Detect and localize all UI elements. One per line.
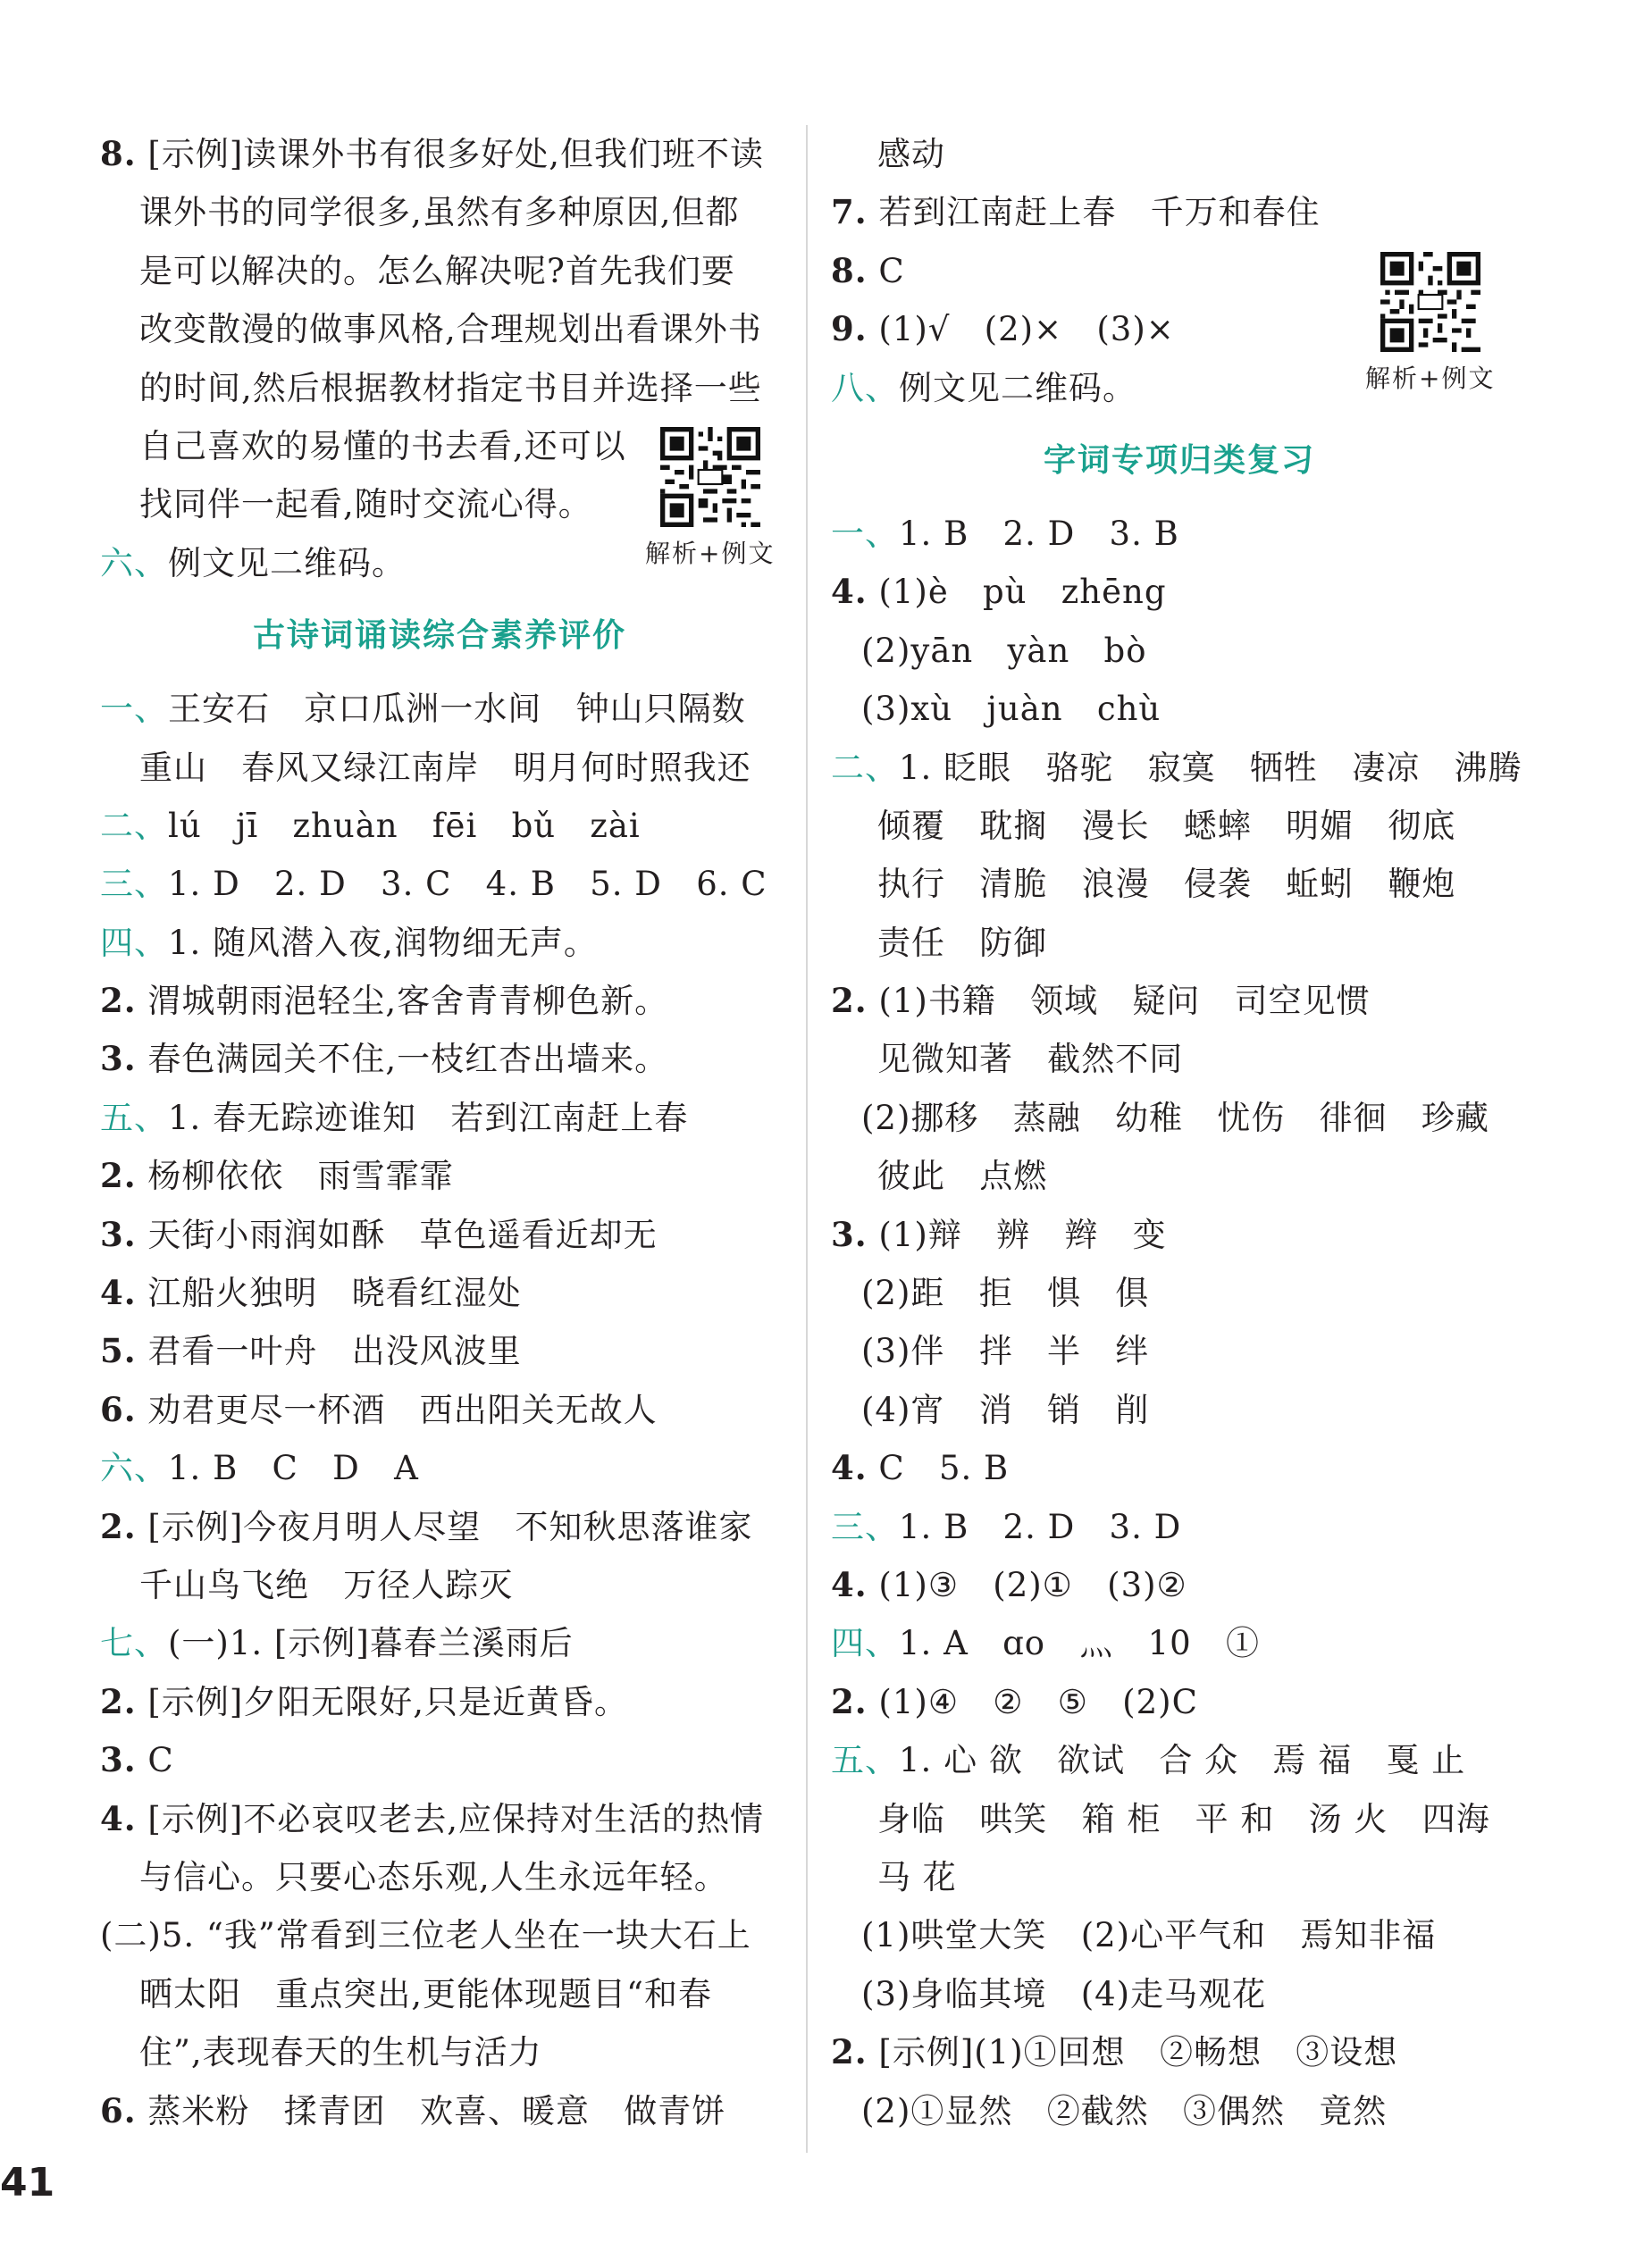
answer-text: 君看一叶舟 出没风波里 bbox=[136, 1332, 522, 1371]
answer-text: 1. 随风潜入夜,润物细无声。 bbox=[168, 923, 598, 962]
answer-text: 倾覆 耽搁 漫长 蟋蟀 明媚 彻底 bbox=[877, 806, 1456, 845]
answer-text: 改变散漫的做事风格,合理规划出看课外书 bbox=[139, 310, 762, 349]
right-column bbox=[831, 125, 1528, 2140]
question-number: 3. bbox=[100, 1740, 137, 1780]
answer-text: 重山 春风又绿江南岸 明月何时照我还 bbox=[139, 748, 751, 787]
answer-line bbox=[100, 1322, 779, 1380]
answer-text: 例文见二维码。 bbox=[899, 368, 1136, 407]
answer-line bbox=[831, 2023, 1528, 2081]
answer-text: 千山鸟飞绝 万径人踪灭 bbox=[139, 1565, 514, 1604]
answer-line bbox=[100, 1790, 779, 1848]
answer-text: (3)身临其境 (4)走马观花 bbox=[861, 1974, 1267, 2013]
answer-line bbox=[100, 1439, 779, 1497]
section-marker: 六、 bbox=[100, 1449, 168, 1488]
answer-text: [示例]不必哀叹老去,应保持对生活的热情 bbox=[136, 1799, 765, 1838]
answer-line bbox=[831, 972, 1528, 1030]
question-number: 8. bbox=[831, 250, 868, 290]
answer-text: (1)√ (2)× (3)× bbox=[867, 310, 1175, 349]
answer-text: 感动 bbox=[877, 135, 945, 173]
answer-line bbox=[831, 1381, 1528, 1439]
section-marker: 二、 bbox=[100, 806, 168, 845]
answer-text: 1. B 2. D 3. B bbox=[899, 514, 1179, 553]
answer-text: 1. 心 欲 欲试 合 众 焉 福 戛 止 bbox=[899, 1741, 1466, 1780]
question-number: 2. bbox=[831, 1681, 868, 1721]
section-title bbox=[100, 592, 779, 680]
answer-text: [示例]读课外书有很多好处,但我们班不读 bbox=[136, 135, 765, 173]
answer-line bbox=[831, 1439, 1528, 1497]
answer-text: (1)哄堂大笑 (2)心平气和 焉知非福 bbox=[861, 1916, 1437, 1955]
answer-text: 1. 春无踪迹谁知 若到江南赶上春 bbox=[168, 1098, 689, 1137]
answer-text: 1. B C D A bbox=[168, 1449, 419, 1488]
answer-text: 1. D 2. D 3. C 4. B 5. D 6. C bbox=[168, 865, 767, 904]
answer-text: 1. 眨眼 骆驼 寂寞 牺牲 凄凉 沸腾 bbox=[899, 748, 1522, 787]
answer-text: C 5. B bbox=[867, 1449, 1010, 1488]
answer-line bbox=[831, 1498, 1528, 1556]
answer-line bbox=[100, 1965, 779, 2023]
answer-line bbox=[831, 1965, 1528, 2023]
qr-code-icon bbox=[1377, 252, 1484, 352]
answer-text: lú jī zhuàn fēi bǔ zài bbox=[168, 806, 641, 845]
section-marker: 四、 bbox=[100, 923, 168, 962]
answer-text: 天街小雨润如酥 草色遥看近却无 bbox=[136, 1215, 658, 1254]
answer-text: (1)辩 辨 辫 变 bbox=[867, 1215, 1167, 1254]
question-number: 2. bbox=[100, 1156, 137, 1196]
question-number: 4. bbox=[831, 1564, 868, 1604]
answer-line bbox=[100, 2082, 779, 2140]
answer-text: 1. A ɑo 灬 10 ① bbox=[899, 1624, 1260, 1663]
answer-text: 马 花 bbox=[877, 1857, 957, 1896]
section-marker: 三、 bbox=[100, 865, 168, 904]
answer-line bbox=[831, 1673, 1528, 1731]
answer-line bbox=[831, 183, 1528, 241]
answer-text: 杨柳依依 雨雪霏霏 bbox=[136, 1157, 454, 1196]
answer-text: 1. B 2. D 3. D bbox=[899, 1507, 1182, 1546]
answer-text: (1)③ (2)① (3)② bbox=[867, 1565, 1187, 1604]
question-number: 3. bbox=[831, 1214, 868, 1254]
section-title-text: 字词专项归类复习 bbox=[1043, 441, 1315, 479]
answer-text: 责任 防御 bbox=[877, 923, 1048, 962]
qr-code-icon bbox=[657, 427, 764, 527]
question-number: 2. bbox=[100, 1506, 137, 1546]
answer-line bbox=[831, 1848, 1528, 1906]
answer-text: (3)xù juàn chù bbox=[861, 690, 1162, 729]
section-marker: 七、 bbox=[100, 1624, 168, 1663]
question-number: 6. bbox=[100, 1389, 137, 1429]
answer-line bbox=[100, 739, 779, 797]
answer-line bbox=[831, 1731, 1528, 1789]
answer-text: 江船火独明 晓看红湿处 bbox=[136, 1274, 522, 1313]
answer-line bbox=[100, 1498, 779, 1556]
answer-line bbox=[100, 1906, 779, 1964]
answer-line bbox=[100, 972, 779, 1030]
question-number: 2. bbox=[831, 2032, 868, 2072]
section-marker: 三、 bbox=[831, 1507, 899, 1546]
answer-text: 自己喜欢的易懂的书去看,还可以 bbox=[139, 426, 626, 465]
answer-text: (二)5. “我”常看到三位老人坐在一块大石上 bbox=[100, 1916, 751, 1955]
answer-text: (2)挪移 蒸融 幼稚 忧伤 徘徊 珍藏 bbox=[861, 1098, 1489, 1137]
answer-text: 王安石 京口瓜洲一水间 钟山只隔数 bbox=[168, 690, 746, 729]
answer-line bbox=[100, 1147, 779, 1205]
qr-label-right: 解析+例文 bbox=[1365, 364, 1496, 393]
answer-line bbox=[100, 183, 779, 241]
section-marker: 二、 bbox=[831, 748, 899, 787]
question-number: 3. bbox=[100, 1039, 137, 1079]
qr-code-left[interactable] bbox=[645, 427, 775, 570]
question-number: 2. bbox=[831, 981, 868, 1021]
section-title-text: 古诗词诵读综合素养评价 bbox=[252, 617, 626, 655]
section-marker: 五、 bbox=[831, 1741, 899, 1780]
answer-line bbox=[831, 622, 1528, 680]
answer-text: (2)距 拒 惧 俱 bbox=[861, 1274, 1150, 1313]
answer-text: (1)书籍 领域 疑问 司空见惯 bbox=[867, 982, 1371, 1021]
answer-text: 若到江南赶上春 千万和春住 bbox=[867, 193, 1321, 232]
answer-line bbox=[831, 739, 1528, 797]
answer-line bbox=[100, 1673, 779, 1731]
answer-line bbox=[831, 1264, 1528, 1322]
answer-text: 见微知著 截然不同 bbox=[877, 1040, 1184, 1079]
section-marker: 六、 bbox=[100, 543, 168, 582]
answer-text: (3)伴 拌 半 绊 bbox=[861, 1332, 1150, 1371]
answer-line bbox=[831, 855, 1528, 913]
section-title bbox=[831, 417, 1528, 505]
answer-line bbox=[100, 914, 779, 972]
question-number: 4. bbox=[831, 1448, 868, 1488]
question-number: 6. bbox=[100, 2090, 137, 2130]
answer-line bbox=[100, 797, 779, 855]
question-number: 3. bbox=[100, 1214, 137, 1254]
answer-line bbox=[100, 1848, 779, 1906]
answer-line bbox=[100, 1614, 779, 1672]
question-number: 9. bbox=[831, 309, 868, 349]
answer-text: (1)④ ② ⑤ (2)C bbox=[867, 1682, 1198, 1721]
answer-line bbox=[100, 1381, 779, 1439]
column-divider bbox=[806, 125, 808, 2153]
answer-text: [示例]今夜月明人尽望 不知秋思落谁家 bbox=[136, 1507, 753, 1546]
answer-text: 身临 哄笑 箱 柜 平 和 汤 火 四海 bbox=[877, 1799, 1490, 1838]
answer-line bbox=[831, 1147, 1528, 1205]
answer-text: (一)1. [示例]暮春兰溪雨后 bbox=[168, 1624, 574, 1663]
section-marker: 五、 bbox=[100, 1098, 168, 1137]
answer-text: 与信心。只要心态乐观,人生永远年轻。 bbox=[139, 1857, 728, 1896]
answer-text: C bbox=[867, 251, 905, 290]
answer-line bbox=[831, 797, 1528, 855]
question-number: 2. bbox=[100, 981, 137, 1021]
answer-text: 住”,表现春天的生机与活力 bbox=[139, 2033, 542, 2072]
section-marker: 一、 bbox=[831, 514, 899, 553]
answer-text: 蒸米粉 揉青团 欢喜、暖意 做青饼 bbox=[136, 2091, 726, 2130]
answer-text: (2)yān yàn bò bbox=[861, 631, 1147, 670]
answer-text: 是可以解决的。怎么解决呢?首先我们要 bbox=[139, 251, 735, 290]
answer-line bbox=[100, 1030, 779, 1088]
section-marker: 一、 bbox=[100, 690, 168, 729]
question-number: 4. bbox=[831, 572, 868, 612]
section-marker: 八、 bbox=[831, 368, 899, 407]
answer-line bbox=[831, 680, 1528, 738]
question-number: 4. bbox=[100, 1273, 137, 1313]
qr-code-right[interactable] bbox=[1365, 252, 1495, 395]
answer-line bbox=[831, 1906, 1528, 1964]
answer-text: 课外书的同学很多,虽然有多种原因,但都 bbox=[139, 193, 740, 232]
answer-line bbox=[831, 914, 1528, 972]
answer-line bbox=[831, 1206, 1528, 1264]
question-number: 8. bbox=[100, 134, 137, 173]
answer-line bbox=[831, 563, 1528, 621]
answer-text: (1)è pù zhēng bbox=[867, 573, 1167, 612]
answer-text: [示例]夕阳无限好,只是近黄昏。 bbox=[136, 1682, 629, 1721]
answer-line bbox=[100, 680, 779, 738]
section-marker: 四、 bbox=[831, 1624, 899, 1663]
answer-line bbox=[100, 1264, 779, 1322]
answer-line bbox=[100, 855, 779, 913]
answer-line bbox=[831, 2082, 1528, 2140]
answer-line bbox=[100, 300, 779, 358]
answer-text: 渭城朝雨浥轻尘,客舍青青柳色新。 bbox=[136, 982, 669, 1021]
answer-line bbox=[831, 1322, 1528, 1380]
answer-line bbox=[100, 242, 779, 300]
answer-line bbox=[100, 125, 779, 183]
answer-text: C bbox=[136, 1741, 174, 1780]
question-number: 2. bbox=[100, 1681, 137, 1721]
answer-line bbox=[831, 1614, 1528, 1672]
question-number: 5. bbox=[100, 1331, 137, 1371]
answer-text: [示例](1)①回想 ②畅想 ③设想 bbox=[867, 2033, 1398, 2072]
answer-line bbox=[831, 125, 1528, 183]
answer-text: 晒太阳 重点突出,更能体现题目“和春 bbox=[139, 1974, 712, 2013]
answer-text: 劝君更尽一杯酒 西出阳关无故人 bbox=[136, 1390, 658, 1429]
answer-text: (2)①显然 ②截然 ③偶然 竟然 bbox=[861, 2091, 1388, 2130]
answer-line bbox=[100, 1089, 779, 1147]
qr-label-left: 解析+例文 bbox=[645, 539, 776, 568]
question-number: 7. bbox=[831, 192, 868, 232]
answer-line bbox=[100, 359, 779, 417]
answer-text: 春色满园关不住,一枝红杏出墙来。 bbox=[136, 1040, 669, 1079]
answer-text: 彼此 点燃 bbox=[877, 1157, 1048, 1196]
answer-line bbox=[831, 1556, 1528, 1614]
answer-text: 找同伴一起看,随时交流心得。 bbox=[139, 485, 592, 524]
question-number: 4. bbox=[100, 1798, 137, 1838]
answer-line bbox=[100, 1206, 779, 1264]
answer-text: 的时间,然后根据教材指定书目并选择一些 bbox=[139, 368, 762, 407]
answer-line bbox=[831, 1030, 1528, 1088]
answer-line bbox=[831, 1790, 1528, 1848]
page-number: 41 bbox=[0, 2160, 55, 2205]
answer-text: (4)宵 消 销 削 bbox=[861, 1390, 1150, 1429]
answer-line bbox=[100, 1556, 779, 1614]
answer-text: 例文见二维码。 bbox=[168, 543, 406, 582]
answer-line bbox=[100, 1731, 779, 1789]
answer-line bbox=[831, 1089, 1528, 1147]
answer-line bbox=[100, 2023, 779, 2081]
answer-line bbox=[831, 505, 1528, 563]
answer-text: 执行 清脆 浪漫 侵袭 蚯蚓 鞭炮 bbox=[877, 865, 1456, 904]
